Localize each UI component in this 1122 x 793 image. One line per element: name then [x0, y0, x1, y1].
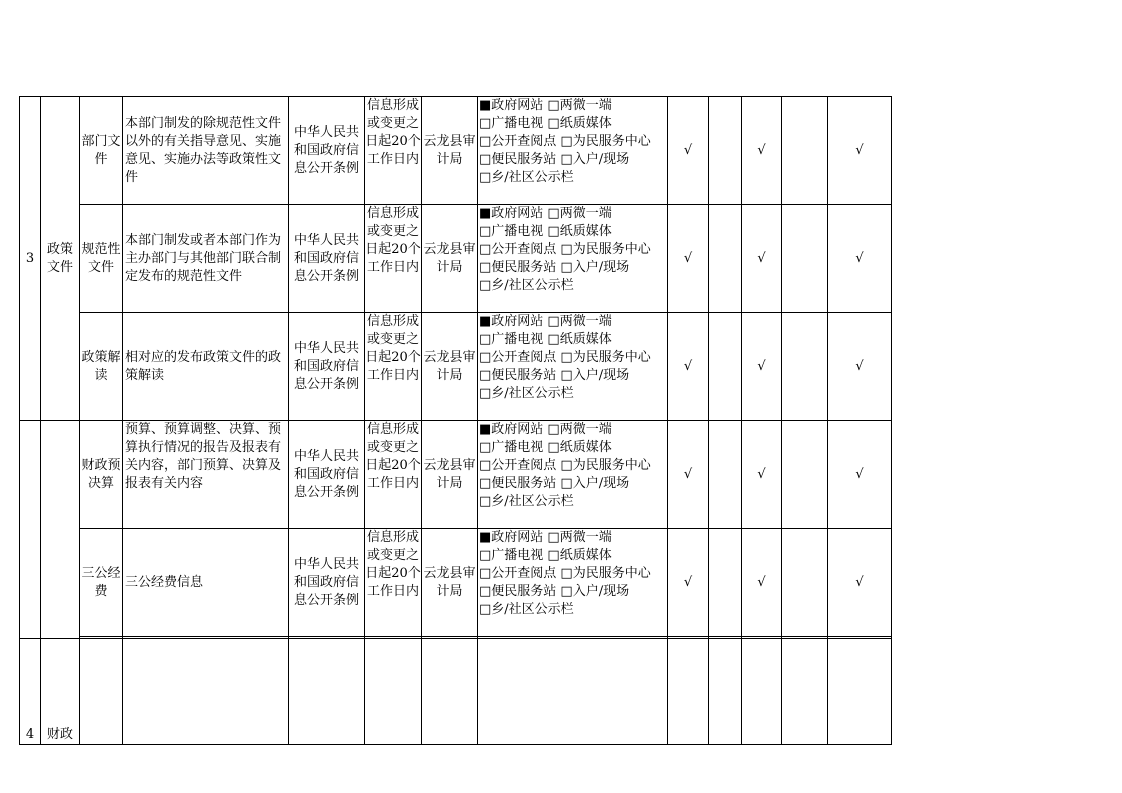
check-cell: √: [828, 205, 892, 313]
seq-cell: 3: [20, 97, 41, 421]
channels-cell: [478, 529, 668, 637]
channel-line: □公开查阅点 □为民服务中心: [479, 134, 651, 149]
content-cell: 相对应的发布政策文件的政 策解读: [123, 313, 289, 421]
subject-cell: 云龙县审计局: [422, 529, 478, 637]
channel-line: □公开查阅点 □为民服务中心: [479, 350, 651, 365]
table-row: [20, 97, 892, 205]
channels-cell: [478, 97, 668, 205]
check-cell: [709, 205, 742, 313]
check-cell: [782, 97, 828, 205]
check-cell: √: [742, 313, 782, 421]
content-cell: 预算、预算调整、决算、预算执行情况的报告及报表有关内容，部门预算、决算及报表有关内容: [123, 421, 289, 529]
channel-line: □广播电视 □纸质媒体: [479, 116, 612, 131]
channel-line: □广播电视 □纸质媒体: [479, 548, 612, 563]
check-cell: √: [828, 421, 892, 529]
check-cell: [782, 529, 828, 637]
basis-cell: 中华人民共和国政府信息公开条例: [289, 97, 365, 205]
channel-line: □便民服务站 □入户/现场: [479, 260, 630, 275]
channel-line: ■政府网站 □两微一端: [479, 530, 612, 545]
disclosure-table-sheet: [19, 96, 891, 742]
check-cell: √: [828, 313, 892, 421]
check-cell: √: [742, 97, 782, 205]
channel-line: ■政府网站 □两微一端: [479, 422, 612, 437]
check-cell: √: [828, 97, 892, 205]
channels-cell: [478, 421, 668, 529]
category-cell: 财政: [41, 421, 80, 745]
subcategory-cell: 政策解读: [80, 313, 123, 421]
check-cell: [709, 421, 742, 529]
channel-line: □便民服务站 □入户/现场: [479, 476, 630, 491]
channel-line: □公开查阅点 □为民服务中心: [479, 458, 651, 473]
time-limit-cell: 信息形成或变更之日起20个工作日内: [365, 529, 422, 637]
disclosure-table: [19, 96, 892, 745]
channel-line: ■政府网站 □两微一端: [479, 98, 612, 113]
table-row: [20, 205, 892, 313]
check-cell: √: [742, 421, 782, 529]
check-cell: √: [668, 529, 709, 637]
basis-cell: 中华人民共和国政府信息公开条例: [289, 313, 365, 421]
content-cell: 三公经费信息: [123, 529, 289, 637]
subject-cell: 云龙县审计局: [422, 97, 478, 205]
check-cell: [782, 421, 828, 529]
check-cell: √: [742, 529, 782, 637]
check-cell: √: [668, 313, 709, 421]
check-cell: [709, 97, 742, 205]
check-cell: √: [668, 421, 709, 529]
channel-line: □乡/社区公示栏: [479, 602, 574, 617]
basis-cell: 中华人民共和国政府信息公开条例: [289, 205, 365, 313]
check-cell: [709, 313, 742, 421]
channel-line: □乡/社区公示栏: [479, 386, 574, 401]
category-cell: 政策文件: [41, 97, 80, 421]
channel-line: □便民服务站 □入户/现场: [479, 584, 630, 599]
subcategory-cell: 部门文件: [80, 97, 123, 205]
check-cell: √: [742, 205, 782, 313]
channel-line: □便民服务站 □入户/现场: [479, 368, 630, 383]
subcategory-cell: 规范性文件: [80, 205, 123, 313]
channel-line: ■政府网站 □两微一端: [479, 206, 612, 221]
table-row: [20, 637, 892, 745]
channel-line: □公开查阅点 □为民服务中心: [479, 566, 651, 581]
basis-cell: 中华人民共和国政府信息公开条例: [289, 421, 365, 529]
check-cell: [782, 313, 828, 421]
subcategory-cell: 财政预决算: [80, 421, 123, 529]
subcategory-cell: 三公经费: [80, 529, 123, 637]
content-cell: 本部门制发的除规范性文件以外的有关指导意见、实施意见、实施办法等政策性文件: [123, 97, 289, 205]
subject-cell: 云龙县审计局: [422, 205, 478, 313]
time-limit-cell: 信息形成或变更之日起20个工作日内: [365, 97, 422, 205]
channel-line: □乡/社区公示栏: [479, 494, 574, 509]
subject-cell: 云龙县审计局: [422, 313, 478, 421]
table-row: [20, 313, 892, 421]
seq-cell: 4: [20, 421, 41, 745]
time-limit-cell: 信息形成或变更之日起20个工作日内: [365, 421, 422, 529]
check-cell: √: [668, 205, 709, 313]
channel-line: □广播电视 □纸质媒体: [479, 224, 612, 239]
channel-line: □乡/社区公示栏: [479, 278, 574, 293]
channels-cell: [478, 313, 668, 421]
table-row: [20, 529, 892, 637]
channel-line: ■政府网站 □两微一端: [479, 314, 612, 329]
subject-cell: 云龙县审计局: [422, 421, 478, 529]
channel-line: □乡/社区公示栏: [479, 170, 574, 185]
channels-cell: [478, 205, 668, 313]
channel-line: □便民服务站 □入户/现场: [479, 152, 630, 167]
check-cell: [782, 205, 828, 313]
check-cell: [709, 529, 742, 637]
check-cell: √: [668, 97, 709, 205]
basis-cell: 中华人民共和国政府信息公开条例: [289, 529, 365, 637]
channel-line: □广播电视 □纸质媒体: [479, 332, 612, 347]
content-cell: 本部门制发或者本部门作为主办部门与其他部门联合制定发布的规范性文件: [123, 205, 289, 313]
time-limit-cell: 信息形成或变更之日起20个工作日内: [365, 205, 422, 313]
time-limit-cell: 信息形成或变更之日起20个工作日内: [365, 313, 422, 421]
check-cell: √: [828, 529, 892, 637]
channel-line: □广播电视 □纸质媒体: [479, 440, 612, 455]
channel-line: □公开查阅点 □为民服务中心: [479, 242, 651, 257]
table-row: [20, 421, 892, 529]
